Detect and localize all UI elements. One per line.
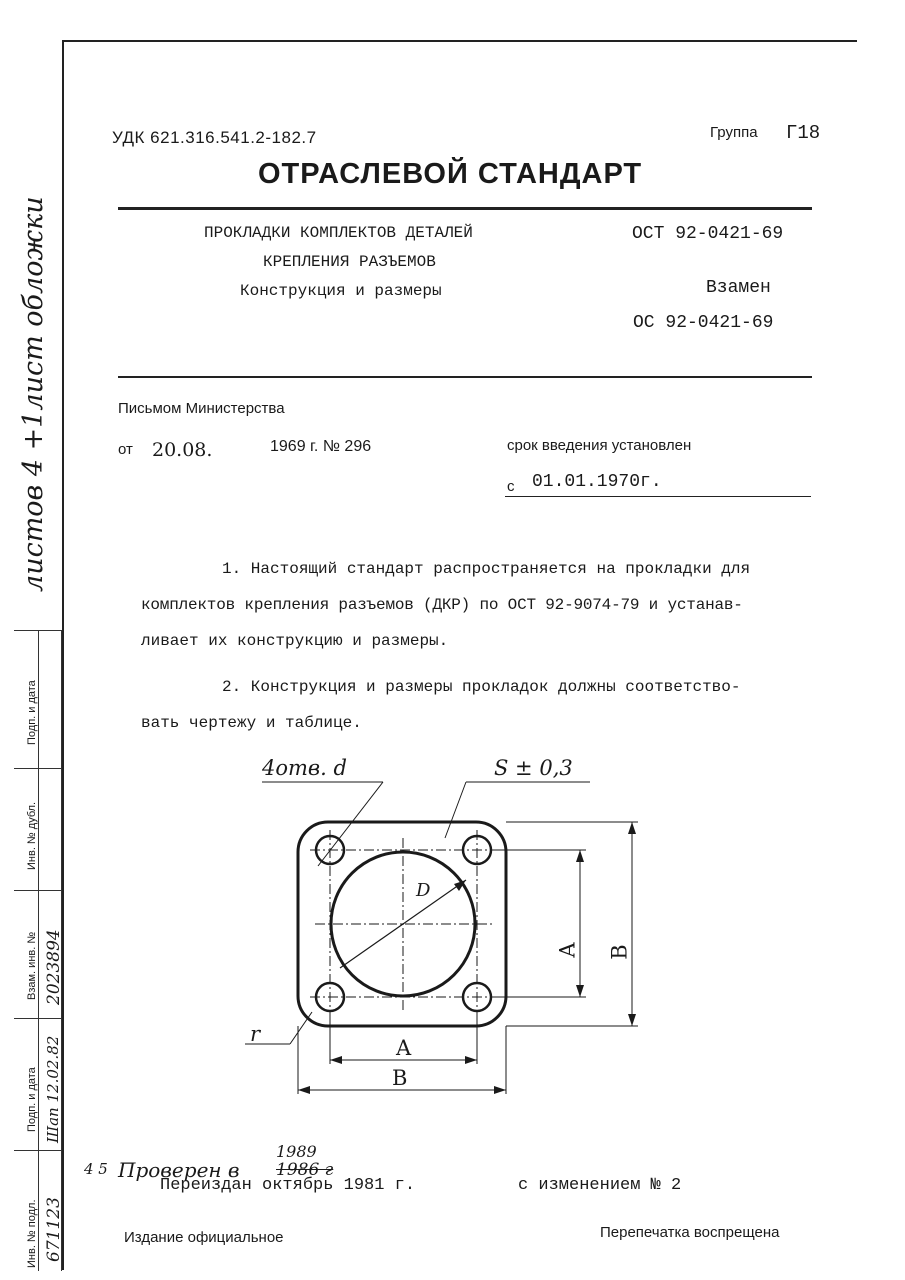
margin-label-sign-date-2: Подп. и дата: [26, 1067, 38, 1132]
replaces-label: Взамен: [706, 278, 771, 298]
document-title: ОТРАСЛЕВОЙ СТАНДАРТ: [258, 158, 643, 190]
deadline-date: 01.01.1970г.: [532, 472, 662, 492]
paragraph-1-line-3: ливает их конструкцию и размеры.: [141, 632, 449, 650]
standard-name-line3: Конструкция и размеры: [240, 282, 442, 300]
checked-marks: 4 5: [84, 1160, 108, 1178]
replaces-number: ОС 92-0421-69: [633, 313, 774, 333]
holes-label: 4отв. d: [262, 756, 347, 780]
margin-label-sign-date-1: Подп. и дата: [26, 680, 38, 745]
paragraph-1-line-2: комплектов крепления разъемов (ДКР) по ОСТ 92-9074-79 и устанав-: [141, 596, 743, 614]
approval-year-number: 1969 г. № 296: [270, 438, 372, 455]
margin-label-orig-inv: Инв. № подл.: [26, 1199, 38, 1268]
ministry-label: Письмом Министерства: [118, 400, 285, 417]
margin-label-dup-inv: Инв. № дубл.: [26, 801, 38, 870]
checked-note: Проверен в: [118, 1158, 240, 1182]
margin-value-orig-inv: 671123: [44, 1197, 64, 1262]
checked-old-year: 1986 г: [276, 1160, 334, 1180]
udk-code: УДК 621.316.541.2-182.7: [112, 128, 317, 147]
deadline-label: срок введения установлен: [507, 437, 692, 454]
margin-value-replace-inv: 2023894: [44, 929, 64, 1005]
sheets-note: листов 4 +1лист обложки: [18, 196, 49, 592]
standard-name-line2: КРЕПЛЕНИЯ РАЗЪЕМОВ: [263, 253, 436, 271]
from-label: от: [118, 441, 133, 458]
reissued-note: Переиздан октябрь 1981 г.: [160, 1176, 416, 1195]
approval-date: 20.08.: [152, 439, 213, 461]
group-label: Группа: [710, 124, 758, 141]
dim-a-horizontal: A: [396, 1036, 412, 1060]
paragraph-2-line-2: вать чертежу и таблице.: [141, 714, 362, 732]
thickness-label: S ± 0,3: [494, 756, 573, 780]
changes-note: с изменением № 2: [518, 1176, 682, 1195]
dim-a-vertical: A: [555, 942, 580, 958]
edition-label: Издание официальное: [124, 1229, 284, 1246]
group-value: Г18: [786, 122, 821, 144]
margin-value-sign-date-2: Шап 12.02.82: [44, 1035, 62, 1143]
radius-label: r: [250, 1022, 261, 1046]
dim-b-vertical: B: [607, 944, 632, 960]
deadline-prefix: с: [507, 478, 515, 495]
paragraph-1-line-1: 1. Настоящий стандарт распространяется на прокладки для: [222, 560, 751, 578]
standard-number: ОСТ 92-0421-69: [632, 224, 784, 244]
checked-new-year: 1989: [276, 1142, 317, 1161]
diameter-label: D: [416, 880, 431, 901]
margin-label-replace-inv: Взам. инв. №: [26, 931, 38, 1000]
paragraph-2-line-1: 2. Конструкция и размеры прокладок должны соответство-: [222, 678, 741, 696]
standard-name-line1: ПРОКЛАДКИ КОМПЛЕКТОВ ДЕТАЛЕЙ: [204, 224, 473, 242]
dim-b-horizontal: B: [392, 1066, 408, 1090]
reprint-notice: Перепечатка воспрещена: [600, 1224, 780, 1241]
